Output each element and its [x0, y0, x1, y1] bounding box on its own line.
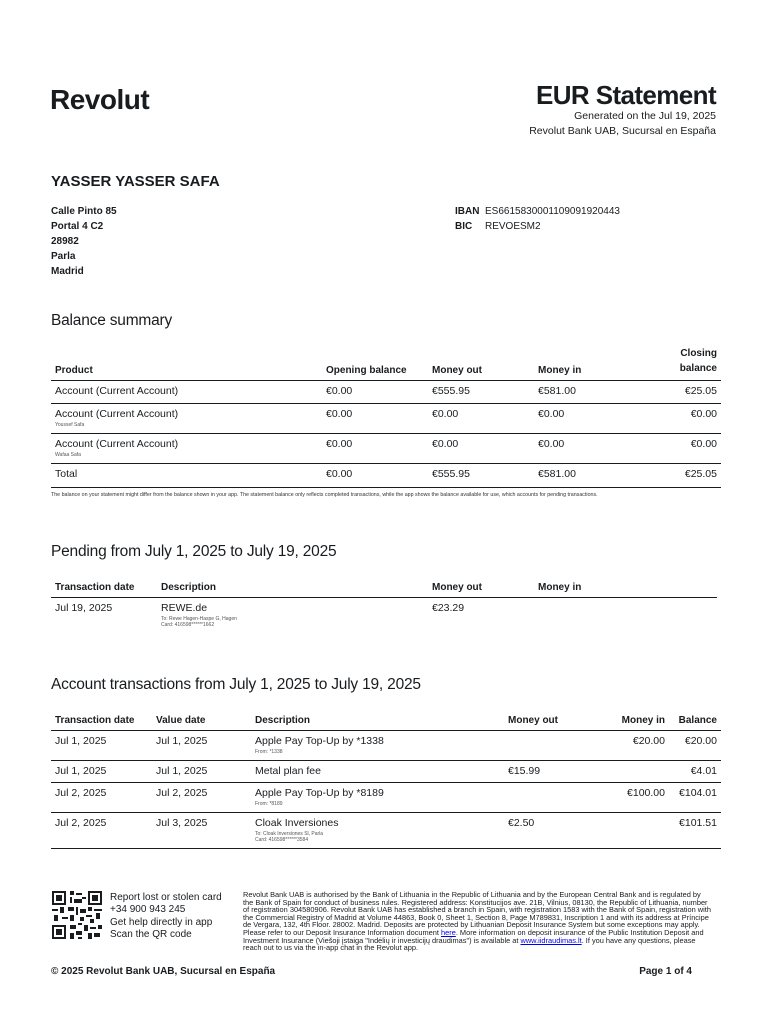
iban-value: ES6615830001109091920443: [485, 206, 620, 217]
opening-cell: €0.00: [322, 464, 428, 488]
report-lost-card: Report lost or stolen card: [110, 892, 222, 903]
closing-cell: €0.00: [644, 404, 721, 434]
legal-text: . If you have any questions, please reach out to us via the in-app chat in the Revolut app.: [243, 935, 696, 953]
date-cell: Jul 2, 2025: [51, 782, 152, 812]
balance-cell: €101.51: [669, 812, 721, 848]
description: Apple Pay Top-Up by *1338: [255, 734, 384, 747]
page-number: Page 1 of 4: [639, 966, 692, 977]
legal-text: Revolut Bank UAB is authorised by the Bank of Lithuania in the Republic of Lithuania and by the European Central Bank and is regulated by the Bank of Spain for conduct of business rules. Registered address: Konstitucijos ave. 21B, Vilnius, 08130, the Republic of Lithuania, number of registration 304580906. Revolut Bank UAB has established a branch in Spain, with registration 1583 with the Bank of Spain, registration with the Commercial Registry of Madrid at Volume 44863, Book 0, Sheet 1, Section 8, Page M789831, Inscription 1 and with its address at Príncipe de Vergara, 132, 4th Floor. 28002. Madrid. Deposits are protected by Lithuanian Deposit Insurance System but some exceptions may apply. Please refer to our Deposit Insurance Information document: [243, 890, 711, 937]
product-cell: Account (Current Account): [55, 408, 179, 420]
date-cell: Jul 1, 2025: [51, 760, 152, 782]
total-label: Total: [51, 464, 322, 488]
copyright: © 2025 Revolut Bank UAB, Sucursal en España: [51, 966, 276, 977]
description: Metal plan fee: [251, 760, 504, 782]
bank-branch: Revolut Bank UAB, Sucursal en España: [529, 125, 716, 137]
table-row: [51, 404, 721, 434]
col-header: Money in: [603, 710, 669, 730]
value-date-cell: Jul 2, 2025: [152, 782, 251, 812]
balance-summary-table: [51, 346, 721, 488]
in-app-help: Get help directly in app: [110, 917, 213, 928]
pending-table: [51, 577, 717, 628]
legal-text: . More information on deposit insurance of the Public Institution Deposit and Investment Insurance (Viešoji įstaiga "Indėlių ir investicijų draudimas") is available at: [243, 927, 704, 945]
money-out-cell: €23.29: [432, 601, 465, 614]
value-date-cell: Jul 1, 2025: [152, 760, 251, 782]
money-in-cell: [603, 760, 669, 782]
balance-cell: €4.01: [669, 760, 721, 782]
col-header: Money out: [428, 577, 534, 597]
statement-title: EUR Statement: [535, 80, 716, 110]
scan-qr: Scan the QR code: [110, 929, 192, 940]
deposit-insurance-link[interactable]: here: [441, 927, 456, 937]
holder-name: Youssef Safa: [55, 422, 85, 428]
opening-cell: €0.00: [322, 434, 428, 464]
col-header: Money in: [534, 577, 717, 597]
pending-title: Pending from July 1, 2025 to July 19, 2025: [51, 543, 337, 560]
balance-cell: €20.00: [669, 730, 721, 760]
table-row: [51, 760, 721, 782]
col-header: Money out: [428, 346, 534, 381]
description: Cloak Inversiones: [255, 816, 339, 829]
col-header: Money out: [504, 710, 603, 730]
description: REWE.de: [161, 601, 208, 614]
col-header: Balance: [669, 710, 721, 730]
transactions-table: [51, 710, 721, 849]
money-out-cell: €15.99: [504, 760, 603, 782]
description: Apple Pay Top-Up by *8189: [255, 786, 384, 799]
money-in-cell: [534, 597, 717, 628]
money-in-cell: €0.00: [534, 404, 644, 434]
opening-cell: €0.00: [322, 381, 428, 404]
money-in-cell: €20.00: [603, 730, 669, 760]
description-detail: Card: 416598******3584: [255, 836, 309, 843]
col-header: Product: [51, 346, 322, 381]
table-row: [51, 464, 721, 488]
value-date-cell: Jul 1, 2025: [152, 730, 251, 760]
col-header: Description: [251, 710, 504, 730]
product-cell: Account (Current Account): [51, 381, 322, 404]
description-detail: From: *8189: [255, 800, 283, 807]
holder-name: Wafaa Safa: [55, 452, 81, 458]
address-line: Calle Pinto 85: [51, 206, 117, 217]
iidraudimas-link[interactable]: www.iidraudimas.lt: [520, 935, 582, 945]
iban-label: IBAN: [455, 206, 480, 217]
closing-cell: €25.05: [644, 381, 721, 404]
money-in-cell: €0.00: [534, 434, 644, 464]
date-cell: Jul 19, 2025: [55, 601, 113, 614]
address-line: Madrid: [51, 266, 84, 277]
table-row: [51, 597, 717, 628]
money-out-cell: [504, 782, 603, 812]
table-row: [51, 730, 721, 760]
money-out-cell: €555.95: [428, 381, 534, 404]
opening-cell: €0.00: [322, 404, 428, 434]
col-header: Description: [157, 577, 428, 597]
table-row: [51, 381, 721, 404]
col-header: Transaction date: [51, 710, 152, 730]
money-out-cell: €2.50: [504, 812, 603, 848]
table-row: [51, 434, 721, 464]
balance-summary-title: Balance summary: [51, 312, 173, 329]
balance-note: The balance on your statement might differ from the balance shown in your app. The statement balance only reflects completed transactions, while the app shows the balance available for use, which accounts for pending transactions.: [51, 492, 598, 498]
col-header: Money in: [534, 346, 644, 381]
money-out-cell: €0.00: [428, 434, 534, 464]
money-out-cell: €0.00: [428, 404, 534, 434]
description-detail: To: Rewe Hagen-Haspe G, Hagen: [161, 615, 237, 622]
table-row: [51, 782, 721, 812]
money-in-cell: €581.00: [534, 464, 644, 488]
value-date-cell: Jul 3, 2025: [152, 812, 251, 848]
table-row: [51, 812, 721, 848]
money-in-cell: €581.00: [534, 381, 644, 404]
date-cell: Jul 1, 2025: [51, 730, 152, 760]
col-header: Transaction date: [51, 577, 157, 597]
generated-date: Generated on the Jul 19, 2025: [574, 110, 716, 122]
col-header: Opening balance: [322, 346, 428, 381]
product-cell: Account (Current Account): [55, 438, 179, 450]
transactions-title: Account transactions from July 1, 2025 to July 19, 2025: [51, 676, 421, 693]
support-phone[interactable]: +34 900 943 245: [110, 904, 186, 915]
money-out-cell: €555.95: [428, 464, 534, 488]
money-in-cell: [603, 812, 669, 848]
money-in-cell: €100.00: [603, 782, 669, 812]
balance-cell: €104.01: [669, 782, 721, 812]
customer-name: YASSER YASSER SAFA: [51, 173, 220, 190]
address-line: Parla: [51, 251, 76, 262]
description-detail: Card: 416598******1662: [161, 621, 215, 628]
col-header: Value date: [152, 710, 251, 730]
money-out-cell: [504, 730, 603, 760]
qr-code-icon: [52, 891, 102, 939]
address-line: Portal 4 C2: [51, 221, 104, 232]
closing-cell: €25.05: [644, 464, 721, 488]
closing-cell: €0.00: [644, 434, 721, 464]
revolut-logo: Revolut: [50, 84, 150, 115]
col-header: Closing balance: [644, 346, 721, 381]
legal-disclaimer: [243, 891, 713, 952]
description-detail: From: *1338: [255, 748, 283, 755]
date-cell: Jul 2, 2025: [51, 812, 152, 848]
description-detail: To: Cloak Inversiones Sl, Parla: [255, 830, 324, 837]
bic-value: REVOESM2: [485, 221, 541, 232]
address-line: 28982: [51, 236, 79, 247]
bic-label: BIC: [455, 221, 473, 232]
